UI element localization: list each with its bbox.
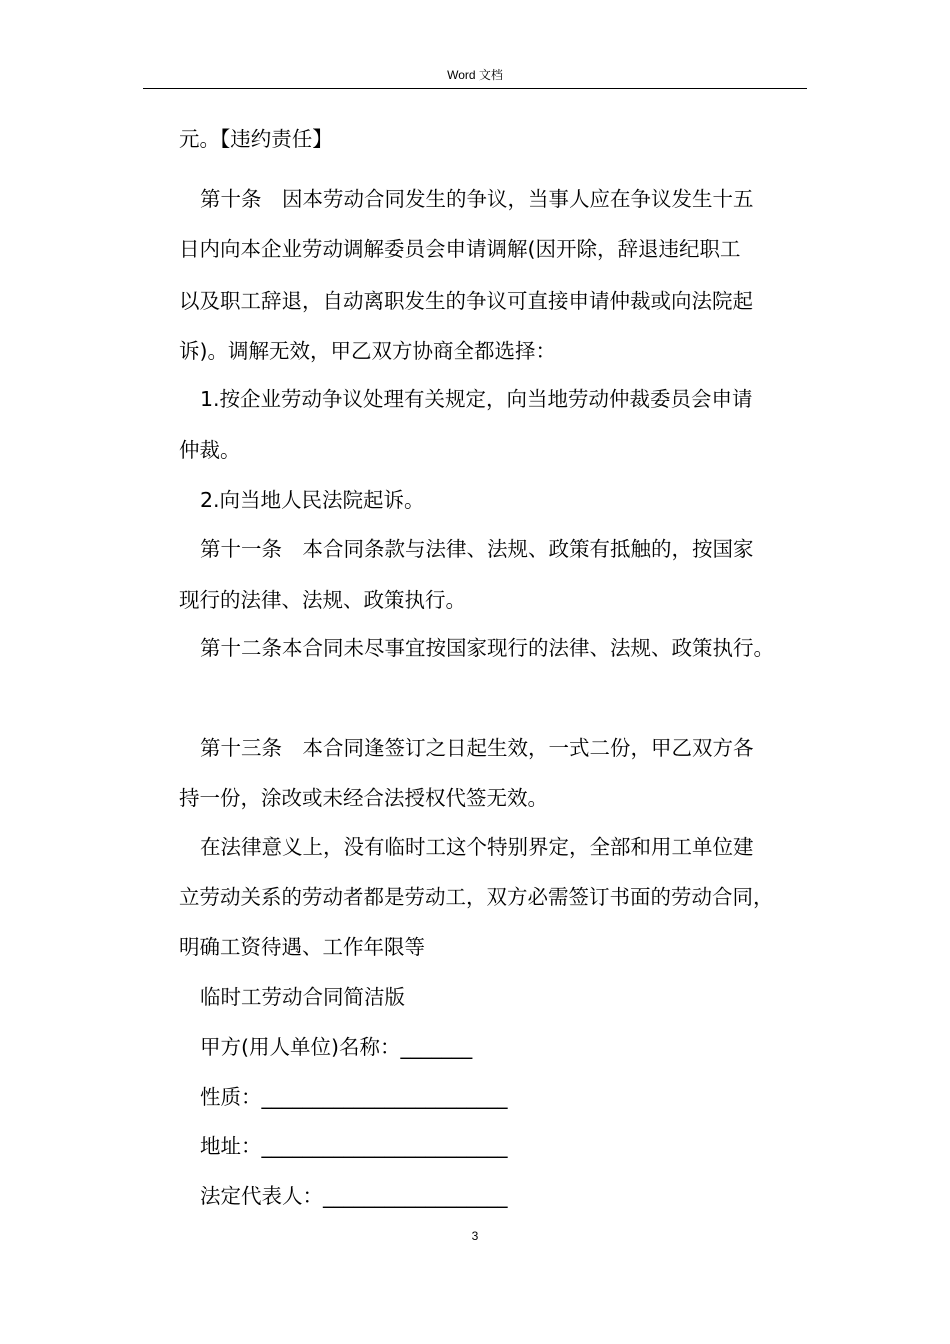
text-line: 第十二条本合同未尽事宜按国家现行的法律、法规、政策执行。: [200, 636, 774, 660]
text-line: 现行的法律、法规、政策执行。: [179, 588, 466, 612]
text-line: 元。【违约责任】: [179, 127, 333, 151]
text-line: 法定代表人：__________________: [200, 1184, 508, 1208]
text-line: 诉)。调解无效，甲乙双方协商全都选择：: [179, 339, 556, 363]
text-line: 第十一条 本合同条款与法律、法规、政策有抵触的，按国家: [200, 537, 754, 561]
text-line: 临时工劳动合同简洁版: [200, 985, 405, 1009]
text-line: 2.向当地人民法院起诉。: [200, 488, 425, 512]
page-header: [143, 64, 807, 89]
text-line: 第十三条 本合同逢签订之日起生效，一式二份，甲乙双方各: [200, 736, 754, 760]
page-number: 3: [471, 1229, 479, 1243]
text-line: 第十条 因本劳动合同发生的争议，当事人应在争议发生十五: [200, 187, 754, 211]
text-line: 1.按企业劳动争议处理有关规定，向当地劳动仲裁委员会申请: [200, 387, 753, 411]
text-line: 以及职工辞退，自动离职发生的争议可直接申请仲裁或向法院起: [179, 289, 753, 313]
text-line: 日内向本企业劳动调解委员会申请调解(因开除，辞退违纪职工: [179, 237, 741, 261]
text-line: 立劳动关系的劳动者都是劳动工，双方必需签订书面的劳动合同，: [179, 885, 774, 909]
text-line: 甲方(用人单位)名称：_______: [200, 1035, 473, 1059]
text-line: 持一份，涂改或未经合法授权代签无效。: [179, 786, 548, 810]
text-line: 地址：________________________: [200, 1134, 508, 1158]
header-title: Word 文档: [447, 68, 503, 82]
text-line: 性质：________________________: [200, 1085, 508, 1109]
text-line: 明确工资待遇、工作年限等: [179, 935, 425, 959]
text-line: 仲裁。: [179, 438, 241, 462]
text-line: 在法律意义上，没有临时工这个特别界定，全部和用工单位建: [200, 835, 754, 859]
